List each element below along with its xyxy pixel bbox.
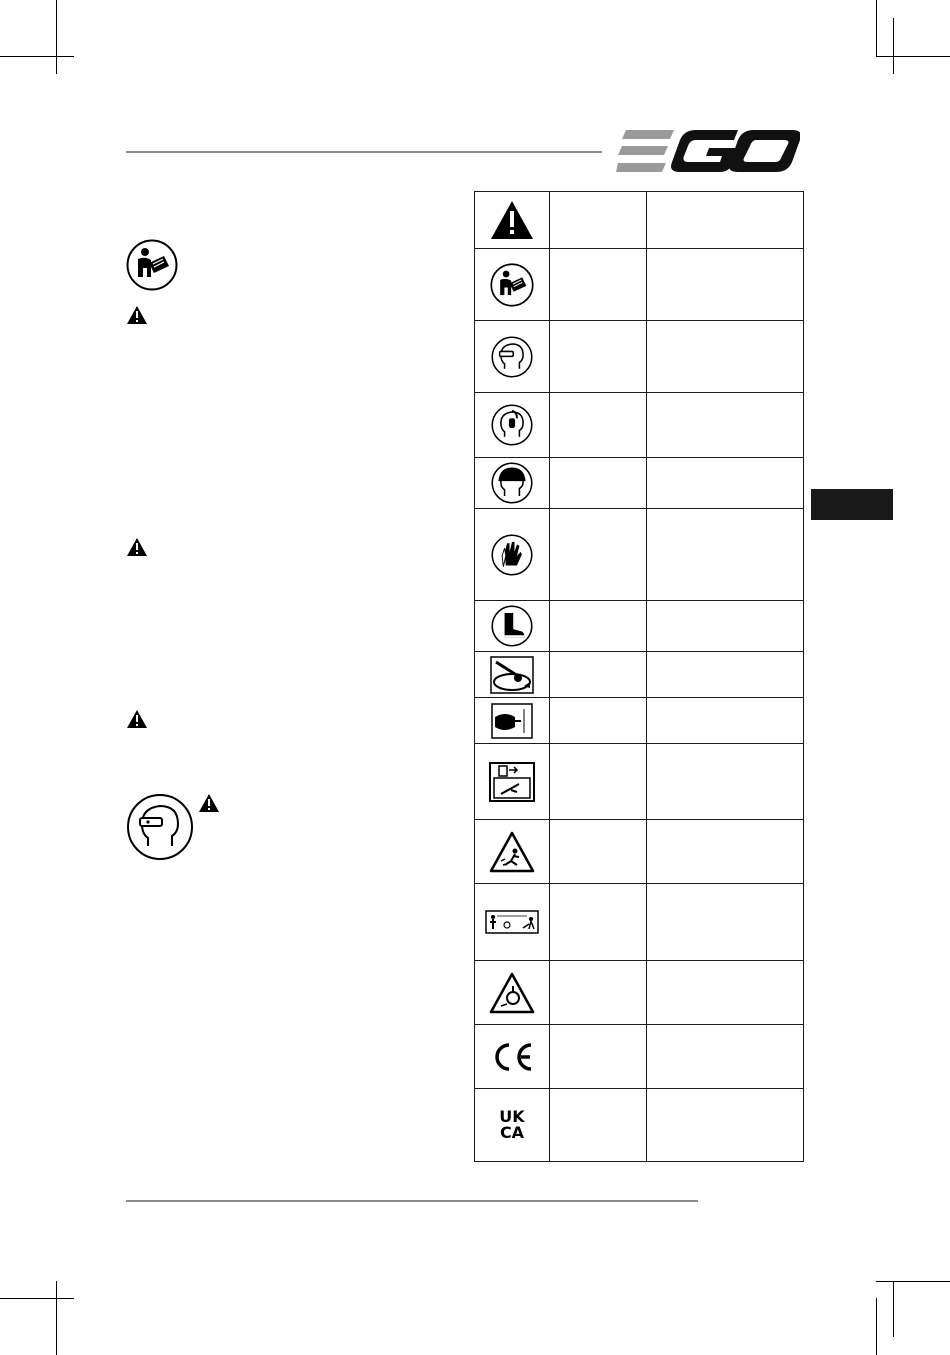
warning-icon — [126, 537, 148, 557]
symbol-cell — [475, 961, 550, 1025]
table-row — [475, 509, 804, 601]
language-tab — [811, 489, 893, 520]
crop-mark-bl-v — [56, 1281, 57, 1355]
read-manual-icon — [490, 263, 534, 307]
meaning-cell — [647, 393, 804, 458]
ukca-line-2: CA — [499, 1123, 525, 1142]
meaning-cell — [647, 321, 804, 393]
ce-mark — [490, 1041, 534, 1073]
line-diameter-icon — [491, 703, 533, 739]
table-row — [475, 820, 804, 884]
signal-word-cell — [550, 744, 647, 820]
table-row — [475, 601, 804, 652]
table-row — [475, 393, 804, 458]
signal-word-cell — [550, 961, 647, 1025]
wear-ear-protection-icon — [491, 404, 533, 446]
table-row — [475, 458, 804, 509]
meaning-cell — [647, 744, 804, 820]
signal-word-cell — [550, 509, 647, 601]
meaning-cell — [647, 1025, 804, 1089]
table-row — [475, 652, 804, 698]
meaning-cell — [647, 1089, 804, 1162]
signal-word-cell — [550, 698, 647, 744]
meaning-cell — [647, 601, 804, 652]
wear-gloves-icon — [491, 534, 533, 576]
symbol-cell — [475, 321, 550, 393]
table-row — [475, 192, 804, 249]
symbol-cell — [475, 820, 550, 884]
wear-boots-icon — [491, 605, 533, 647]
remove-battery-icon — [489, 762, 535, 802]
meaning-cell — [647, 509, 804, 601]
wear-head-protection-icon — [491, 462, 533, 504]
signal-word-cell — [550, 1025, 647, 1089]
ricochet-warning-icon — [489, 972, 535, 1014]
symbol-cell — [475, 192, 550, 249]
meaning-cell — [647, 884, 804, 961]
signal-word-cell — [550, 458, 647, 509]
crop-mark-bl-h — [0, 1298, 74, 1299]
ego-logo — [616, 128, 800, 174]
ukca-line-1: UK — [499, 1107, 525, 1126]
symbol-cell — [475, 1089, 550, 1162]
meaning-cell — [647, 698, 804, 744]
signal-word-cell — [550, 884, 647, 961]
meaning-cell — [647, 249, 804, 321]
header-rule — [126, 151, 602, 153]
symbol-cell — [475, 458, 550, 509]
eye-protection-icon — [126, 794, 194, 860]
thrown-objects-icon — [489, 831, 535, 873]
cutting-head-rotation-icon — [490, 656, 534, 694]
symbol-cell — [475, 884, 550, 961]
signal-word-cell — [550, 321, 647, 393]
meaning-cell — [647, 458, 804, 509]
signal-word-cell — [550, 601, 647, 652]
table-row — [475, 1025, 804, 1089]
meaning-cell — [647, 192, 804, 249]
warning-icon — [126, 709, 148, 729]
symbol-table — [474, 191, 804, 1162]
symbol-cell — [475, 652, 550, 698]
read-manual-icon — [126, 239, 178, 291]
signal-word-cell — [550, 652, 647, 698]
meaning-cell — [647, 652, 804, 698]
crop-mark-tl-v — [56, 0, 57, 74]
signal-word-cell — [550, 1089, 647, 1162]
signal-word-cell — [550, 393, 647, 458]
symbol-cell — [475, 744, 550, 820]
crop-mark-br-h — [876, 1281, 950, 1282]
crop-mark-tr-v — [876, 0, 877, 56]
symbol-cell — [475, 509, 550, 601]
keep-bystanders-away-icon — [485, 910, 539, 934]
crop-mark-tr-v2 — [893, 18, 894, 74]
signal-word-cell — [550, 192, 647, 249]
crop-mark-tl-h — [0, 56, 74, 57]
table-row — [475, 961, 804, 1025]
symbol-cell — [475, 601, 550, 652]
meaning-cell — [647, 961, 804, 1025]
table-row — [475, 1089, 804, 1162]
wear-eye-protection-icon — [491, 336, 533, 378]
table-row — [475, 249, 804, 321]
safety-alert-icon — [489, 199, 535, 241]
crop-mark-br-v — [876, 1298, 877, 1355]
warning-icon — [126, 305, 148, 325]
symbol-cell — [475, 249, 550, 321]
meaning-cell — [647, 820, 804, 884]
table-row — [475, 744, 804, 820]
ukca-mark — [475, 1109, 549, 1141]
table-row — [475, 698, 804, 744]
table-row — [475, 884, 804, 961]
warning-icon — [198, 793, 220, 813]
crop-mark-tr-h — [876, 56, 950, 57]
table-row — [475, 321, 804, 393]
symbol-cell — [475, 393, 550, 458]
symbol-cell — [475, 1025, 550, 1089]
crop-mark-br-v2 — [893, 1281, 894, 1337]
symbol-cell — [475, 698, 550, 744]
footer-rule — [126, 1200, 698, 1202]
signal-word-cell — [550, 820, 647, 884]
signal-word-cell — [550, 249, 647, 321]
